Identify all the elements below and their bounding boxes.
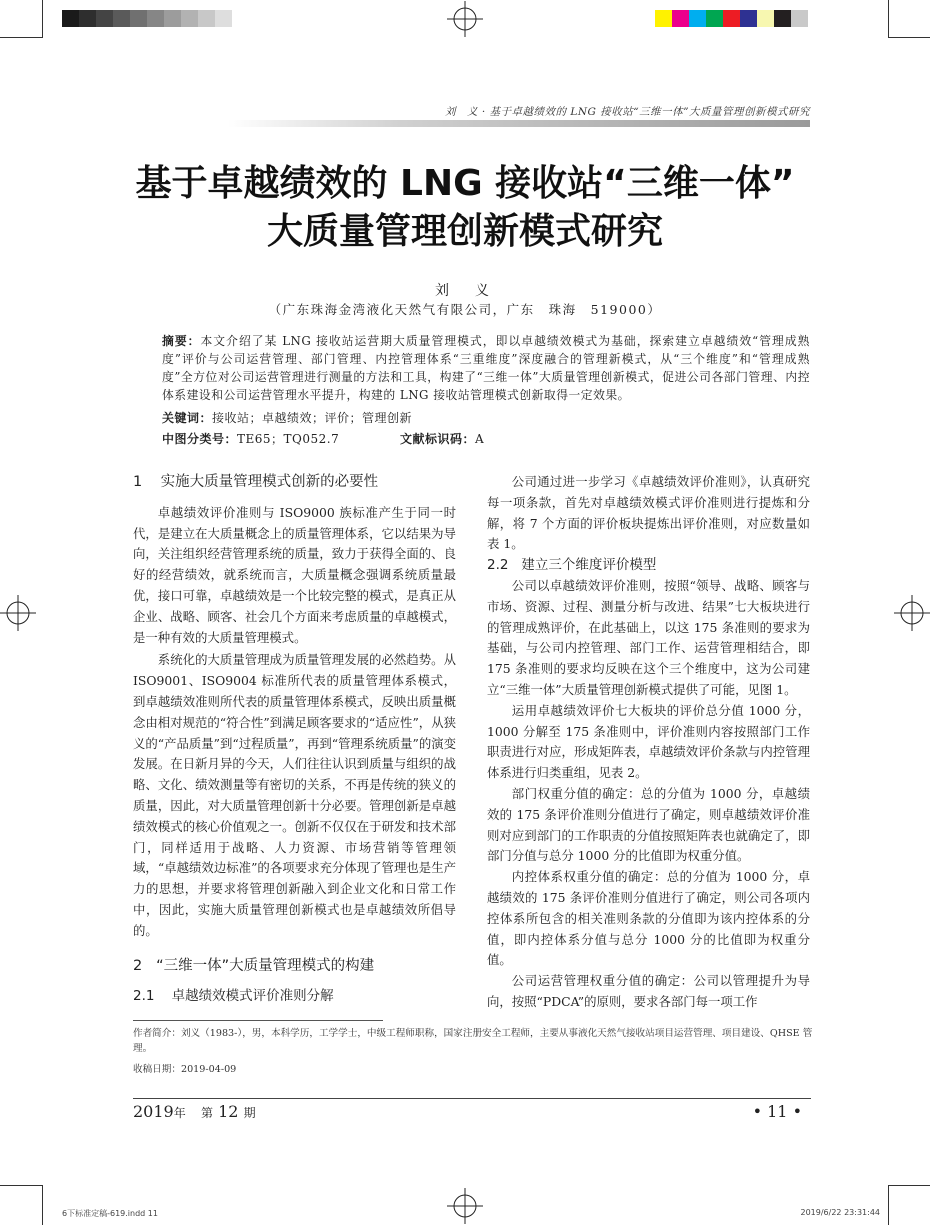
color-calibration-bar — [655, 10, 808, 27]
paragraph: 内控体系权重分值的确定：总的分值为 1000 分，卓越绩效的 175 条评价准则分值进行了确定，则公司各项内控体系所包含的相关准则条款的分值即为该内控体系的分值，即内控体系分值与总分 1000 分的比值即为权重分值。 — [487, 869, 810, 968]
section-number: 1 — [133, 474, 143, 490]
subsection-title: 建立三个维度评价模型 — [521, 557, 657, 574]
paper-title — [0, 160, 930, 256]
paragraph: 卓越绩效评价准则与 ISO9000 族标准产生于同一时代，是建立在大质量概念上的质量管理体系，它以结果为导向，关注组织经营管理系统的质量，致力于获得全面的、良好的经营绩效，就系统而言，大质量概念强调系统质量最优，接口可靠，卓越绩效是一个比较完整的模式，是真正从企业、战略、顾客、社会几个方面来考虑质量的卓越模式，是一种有效的大质量管理模式。 — [133, 504, 456, 645]
crop-mark — [42, 1185, 43, 1225]
running-header: 刘 义 · 基于卓越绩效的 LNG 接收站“三维一体”大质量管理创新模式研究 — [445, 106, 810, 118]
section-heading-1 — [133, 472, 456, 493]
issue-suffix: 期 — [243, 1106, 256, 1120]
color-swatch — [164, 10, 181, 27]
color-swatch — [130, 10, 147, 27]
crop-mark — [888, 1185, 889, 1225]
registration-mark-icon — [447, 1, 483, 37]
paragraph: 部门权重分值的确定：总的分值为 1000 分，卓越绩效的 175 条评价准则分值进行了确定，则卓越绩效评价准则对应到部门的工作职责的分值按照矩阵表也就确定了，即部门分值与总分 1000 分的比值即为权重分值。 — [487, 785, 810, 864]
footnote-received-date: 收稿日期：2019-04-09 — [133, 1064, 237, 1075]
registration-mark-icon — [0, 595, 36, 631]
abstract — [162, 332, 810, 404]
footnote-rule — [133, 1020, 383, 1021]
keywords-label: 关键词： — [162, 411, 213, 425]
registration-mark-icon — [894, 595, 930, 631]
clc-code: TE65；TQ052.7 — [237, 432, 340, 446]
header-gradient-bar — [228, 120, 810, 127]
footnote-author-bio: 作者简介：刘义（1983-），男，本科学历，工学学士，中级工程师职称，国家注册安全工程师，主要从事液化天然气接收站项目运营管理、项目建设、QHSE 管理。 — [133, 1028, 813, 1054]
clc-label: 中图分类号： — [162, 432, 238, 446]
color-swatch — [96, 10, 113, 27]
section-number: 2 — [133, 957, 143, 974]
subsection-number: 2.1 — [133, 988, 155, 1005]
color-swatch — [740, 10, 757, 27]
registration-mark-icon — [447, 1188, 483, 1224]
paragraph: 公司以卓越绩效评价准则，按照“领导、战略、顾客与市场、资源、过程、测量分析与改进、结果”七大板块进行的管理成熟评价，在此基础上，以这 175 条准则的要求为基础，与公司内控管理、部门工作、运营管理相结合，即 175 条准则的要求均反映在这个三个维度中，这为公司建立“三维一体”大质量管理创新模式提供了可能，见图 1。 — [487, 577, 810, 697]
title-line-2: 大质量管理创新模式研究 — [266, 211, 663, 252]
author-affiliation: （广东珠海金湾液化天然气有限公司，广东 珠海 519000） — [268, 302, 662, 317]
issue-year-suffix: 年 — [173, 1106, 186, 1120]
keywords: 接收站；卓越绩效；评价；管理创新 — [212, 411, 413, 425]
title-line-1: 基于卓越绩效的 LNG 接收站“三维一体” — [135, 163, 795, 204]
classification-line — [162, 430, 339, 447]
author-name: 刘 义 — [435, 283, 495, 299]
color-swatch — [79, 10, 96, 27]
paragraph: 公司运营管理权重分值的确定：公司以管理提升为导向，按照“PDCA”的原则，要求各部门每一项工作 — [487, 973, 810, 1009]
crop-mark — [0, 1185, 42, 1186]
subsection-number: 2.2 — [487, 557, 509, 574]
issue-number: 12 — [218, 1102, 239, 1121]
abstract-text: 本文介绍了某 LNG 接收站运营期大质量管理模式，即以卓越绩效模式为基础，探索建立卓越绩效“管理成熟度”评价与公司运营管理、部门管理、内控管理体系“三重维度”深度融合的管理新模式，从“三个维度”和“管理成熟度”全方位对公司运营管理进行测量的方法和工具，构建了“三维一体”大质量管理创新模式，促进公司各部门管理、内控体系建设和公司运营管理水平提升，构建的 LNG 接收站管理模式创新取得一定效果。 — [162, 334, 810, 402]
gray-calibration-bar — [62, 10, 232, 27]
color-swatch — [215, 10, 232, 27]
color-swatch — [113, 10, 130, 27]
color-swatch — [181, 10, 198, 27]
right-column — [487, 472, 810, 1013]
color-swatch — [672, 10, 689, 27]
print-timestamp: 2019/6/22 23:31:44 — [800, 1208, 880, 1217]
paragraph: 公司通过进一步学习《卓越绩效评价准则》，认真研究每一项条款，首先对卓越绩效模式评价准则进行提炼和分解，将 7 个方面的评价板块提炼出评价准则，对应数量如表 1。 — [487, 474, 810, 552]
crop-mark — [888, 1185, 930, 1186]
color-swatch — [757, 10, 774, 27]
page-number: • 11 • — [752, 1102, 802, 1121]
issue-year: 2019 — [133, 1102, 174, 1121]
subsection-heading-2-2 — [487, 555, 810, 576]
crop-mark — [888, 0, 889, 38]
color-swatch — [62, 10, 79, 27]
color-swatch — [655, 10, 672, 27]
left-column — [133, 472, 456, 1007]
color-swatch — [706, 10, 723, 27]
subsection-title: 卓越绩效模式评价准则分解 — [171, 988, 334, 1005]
doc-code: A — [475, 432, 485, 446]
keywords-line — [162, 409, 412, 426]
issue-prefix: 第 — [201, 1106, 214, 1120]
section-heading-2 — [133, 956, 456, 977]
crop-mark — [888, 37, 930, 38]
paragraph: 系统化的大质量管理成为质量管理发展的必然趋势。从 ISO9001、ISO9004 标准所代表的质量管理体系模式，到卓越绩效准则所代表的质量管理体系模式，反映出质量概念由相对规范的“符合性”到满足顾客要求的“适应性”，从狭义的“产品质量”到“过程质量”，再到“管理系统质量”的演变发展。在日新月异的今天，人们往往认识到质量与组织的战略、文化、绩效测量等有密切的关系，不再是传统的狭义的质量，因此，对大质量管理创新十分必要。管理创新是卓越绩效模式的核心价值观之一。创新不仅仅在于研发和技术部门，同样适用于战略、人力资源、市场营销等管理领域，“卓越绩效边标准”的各项要求充分体现了管理也是生产力的思想，并要求将管理创新融入到企业文化和日常工作中，因此，实施大质量管理创新模式也是卓越绩效所倡导的。 — [133, 652, 456, 938]
footer-rule — [133, 1098, 811, 1099]
file-slug: 6下标准定稿-619.indd 11 — [62, 1209, 158, 1218]
color-swatch — [198, 10, 215, 27]
color-swatch — [689, 10, 706, 27]
abstract-label: 摘要： — [162, 334, 201, 348]
color-swatch — [723, 10, 740, 27]
doc-code-line — [400, 430, 484, 447]
section-title: 实施大质量管理模式创新的必要性 — [160, 474, 379, 490]
crop-mark — [0, 37, 42, 38]
section-title: “三维一体”大质量管理模式的构建 — [156, 957, 375, 974]
crop-mark — [42, 0, 43, 38]
color-swatch — [791, 10, 808, 27]
color-swatch — [774, 10, 791, 27]
paragraph: 运用卓越绩效评价七大板块的评价总分值 1000 分，1000 分解至 175 条准则中，评价准则内容按照部门工作职责进行对应，形成矩阵表，卓越绩效评价条款与内控管理体系进行归类重组，见表 2。 — [487, 702, 810, 781]
color-swatch — [147, 10, 164, 27]
doc-code-label: 文献标识码： — [400, 432, 476, 446]
issue-info — [133, 1102, 256, 1121]
subsection-heading-2-1 — [133, 986, 456, 1007]
